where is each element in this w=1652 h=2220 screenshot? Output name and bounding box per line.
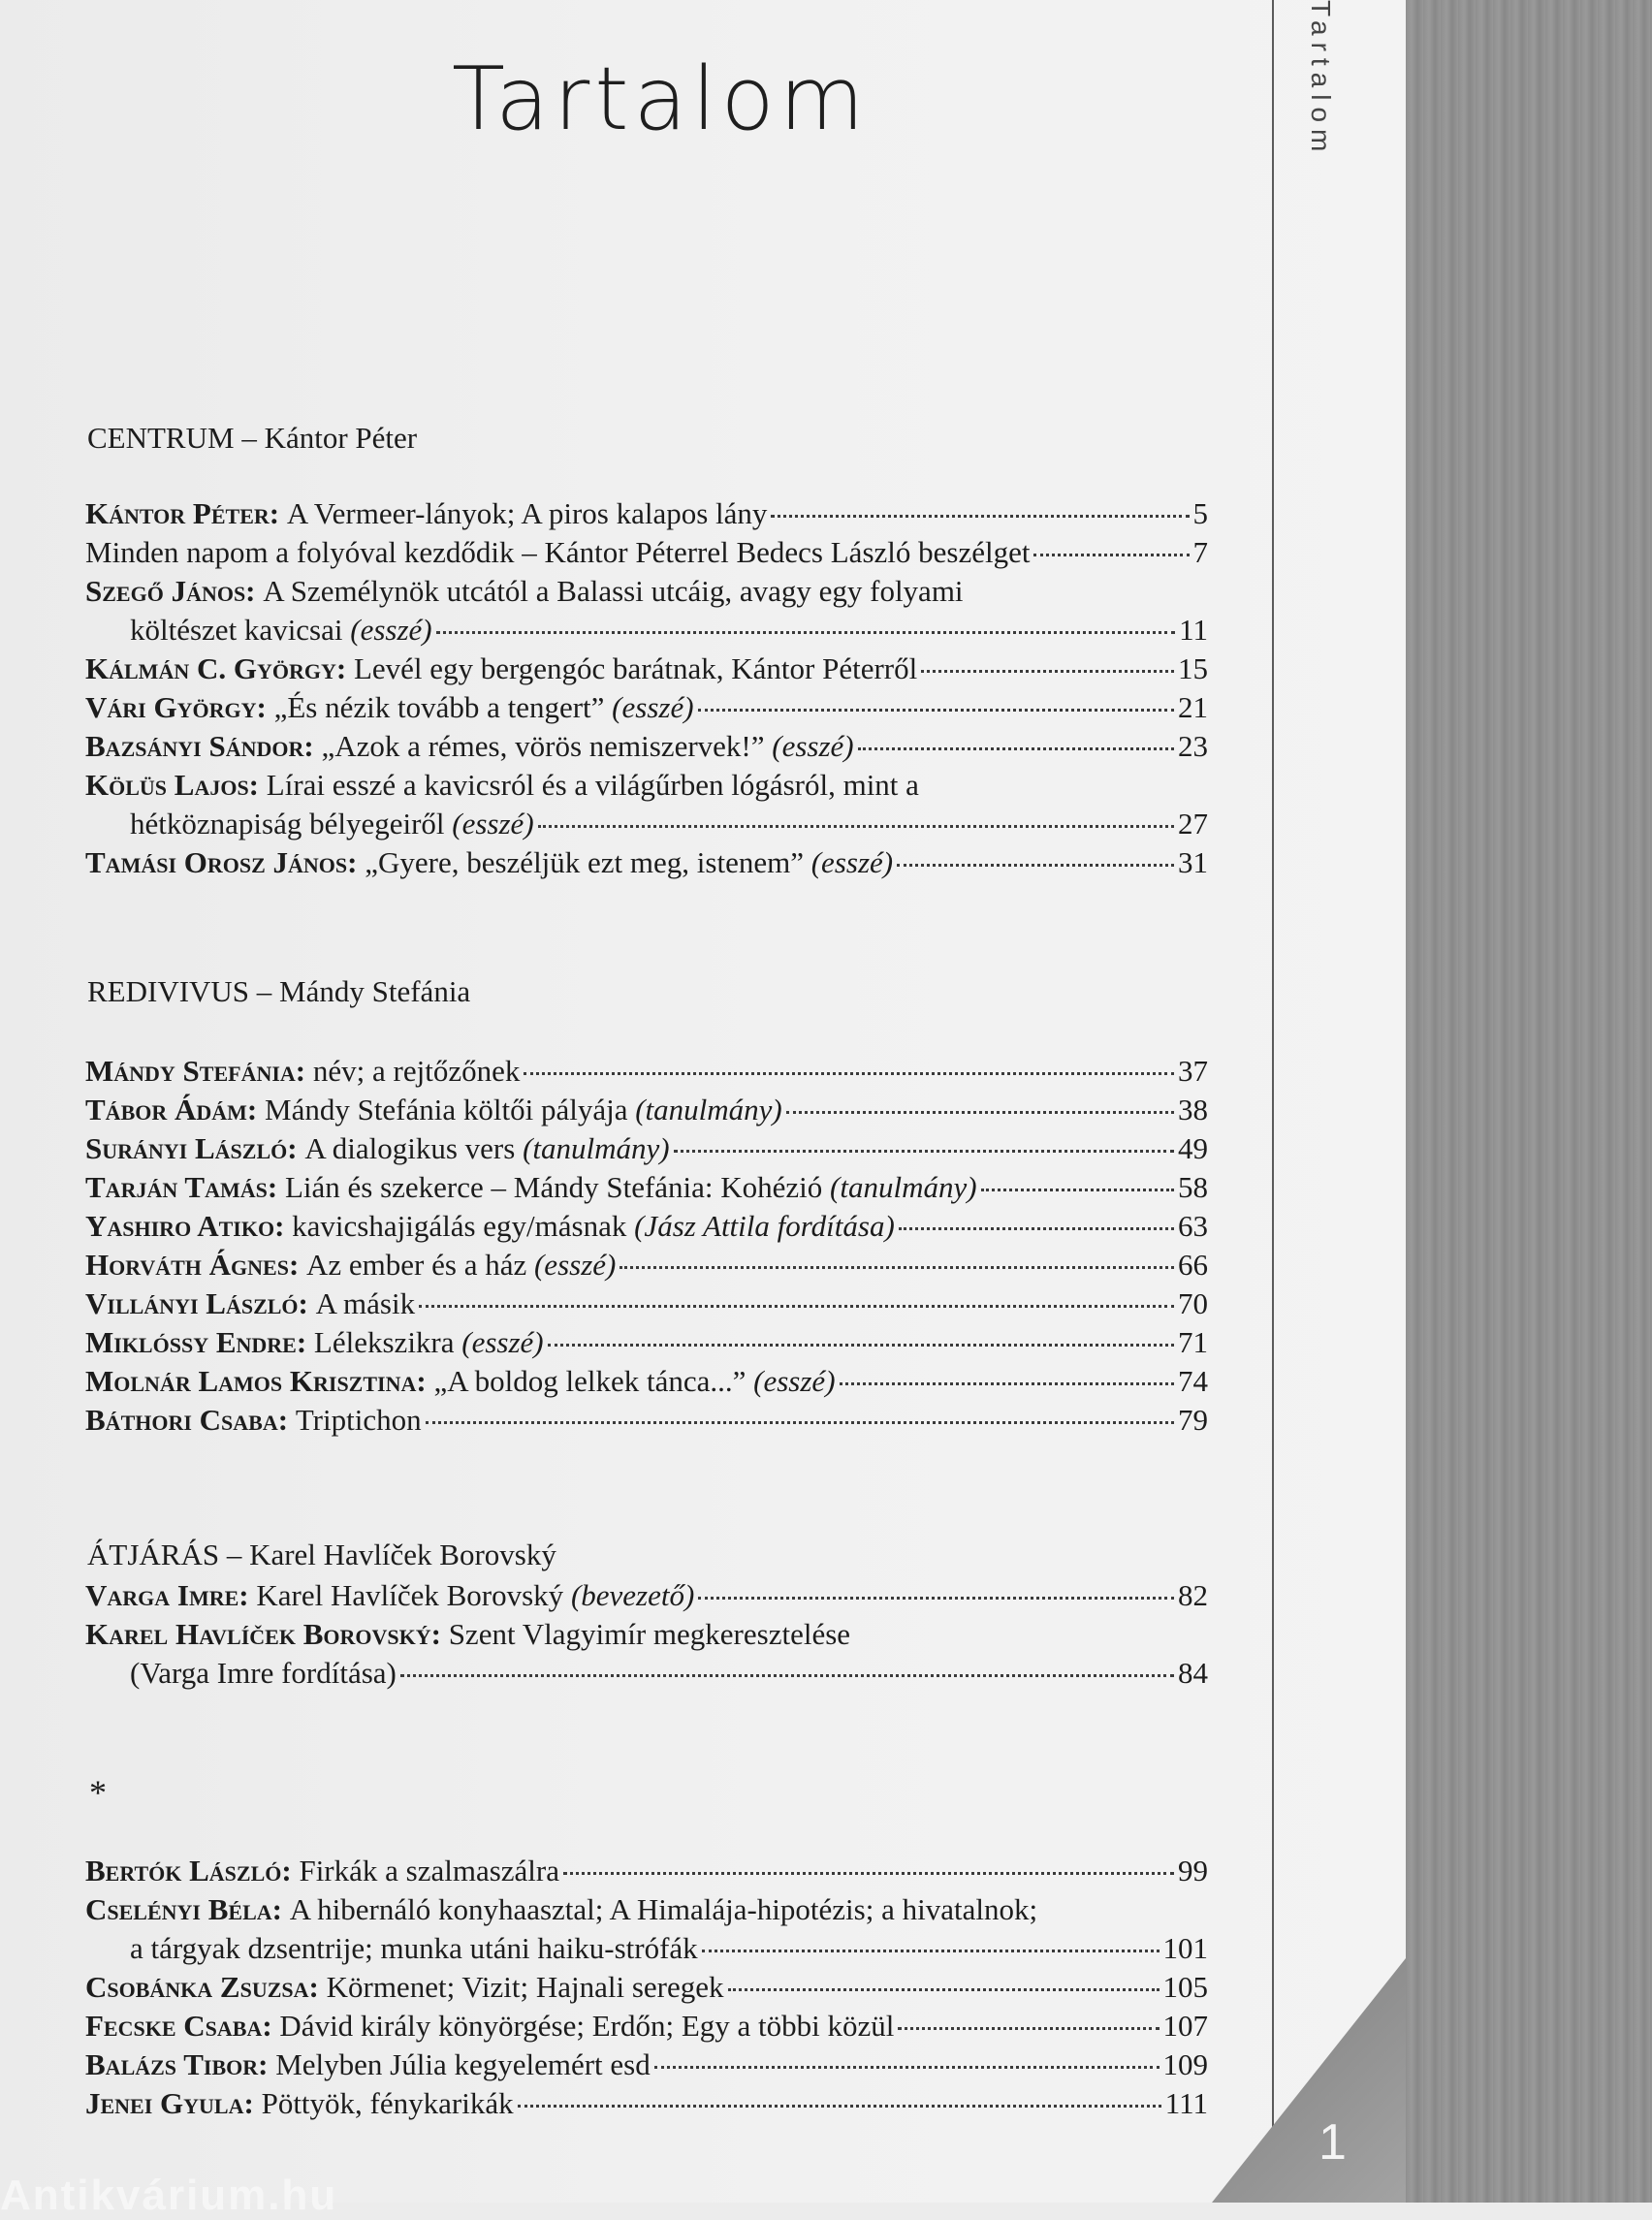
- toc-entry: [85, 650, 1208, 688]
- toc-line: [85, 766, 1208, 805]
- toc-entry: [85, 1168, 1208, 1207]
- watermark: Antikvárium.hu: [0, 2172, 338, 2219]
- page-ref: 58: [1178, 1170, 1208, 1204]
- dot-leader: [538, 825, 1174, 828]
- entry-genre-note: (esszé): [461, 1325, 544, 1359]
- entry-title-continuation: hétköznapiság bélyegeiről: [130, 807, 445, 840]
- toc-entry: [85, 1207, 1208, 1246]
- toc-line: [85, 572, 1208, 611]
- entry-author: Szegő János:: [85, 574, 256, 608]
- margin-rule: [1272, 0, 1274, 2142]
- toc-entry: [85, 1615, 1208, 1693]
- dot-leader: [563, 1872, 1174, 1875]
- page-ref: 70: [1178, 1286, 1208, 1320]
- toc-line: [85, 2046, 1208, 2084]
- toc-entry: [85, 1246, 1208, 1284]
- entry-genre-note: (esszé): [753, 1364, 836, 1398]
- section-heading: ÁTJÁRÁS – Karel Havlíček Borovský: [87, 1538, 556, 1571]
- entry-title: Lélekszikra: [313, 1325, 455, 1359]
- dot-leader: [898, 2027, 1159, 2030]
- entry-title: Dávid király könyörgése; Erdőn; Egy a többi közül: [279, 2009, 895, 2043]
- entry-author: Horváth Ágnes:: [85, 1248, 300, 1282]
- dot-leader: [548, 1344, 1174, 1347]
- dot-leader: [518, 2105, 1161, 2108]
- entry-title: A Vermeer-lányok; A piros kalapos lány: [286, 496, 768, 530]
- section-heading: CENTRUM – Kántor Péter: [87, 421, 418, 455]
- toc-entry: [85, 766, 1208, 843]
- dot-leader: [899, 1227, 1174, 1230]
- dot-leader: [981, 1189, 1174, 1191]
- entry-title: Melyben Júlia kegyelemért esd: [275, 2047, 651, 2081]
- entry-genre-note: (tanulmány): [523, 1131, 670, 1165]
- entry-title-continuation: a tárgyak dzsentrije; munka utáni haiku-strófák: [130, 1931, 698, 1965]
- entry-author: Kántor Péter:: [85, 496, 280, 530]
- entry-title: Az ember és a ház: [306, 1248, 527, 1282]
- toc-line: [85, 1968, 1208, 2007]
- toc-entry: [85, 2007, 1208, 2046]
- toc-section: [85, 1852, 1208, 2123]
- toc-section: [85, 494, 1208, 882]
- toc-line: [85, 2084, 1208, 2123]
- dot-leader: [400, 1674, 1174, 1677]
- toc-entry: [85, 533, 1208, 572]
- page-ref: 101: [1162, 1931, 1208, 1965]
- entry-title-continuation: (Varga Imre fordítása): [130, 1656, 397, 1690]
- toc-line: [85, 1576, 1208, 1615]
- entry-genre-note: (esszé): [612, 690, 694, 724]
- page-ref: 63: [1178, 1209, 1208, 1243]
- entry-title: Karel Havlíček Borovský: [256, 1578, 564, 1612]
- page-ref: 49: [1178, 1131, 1208, 1165]
- entry-author: Báthori Csaba:: [85, 1403, 289, 1437]
- entry-author: Varga Imre:: [85, 1578, 249, 1612]
- entry-title: kavicshajigálás egy/másnak: [292, 1209, 627, 1243]
- entry-genre-note: (tanulmány): [635, 1093, 782, 1126]
- toc-line: [85, 1323, 1208, 1362]
- toc-line: [85, 1052, 1208, 1091]
- entry-author: Tábor Ádám:: [85, 1093, 258, 1126]
- entry-title: A hibernáló konyhaasztal; A Himalája-hipotézis; a hivatalnok;: [289, 1892, 1038, 1926]
- entry-title: Firkák a szalmaszálra: [299, 1854, 559, 1887]
- entry-author: Fecske Csaba:: [85, 2009, 272, 2043]
- page-ref: 23: [1178, 729, 1208, 763]
- entry-title: A dialogikus vers: [304, 1131, 516, 1165]
- page-ref: 105: [1162, 1970, 1208, 2004]
- dot-leader: [921, 670, 1174, 673]
- entry-title: A másik: [315, 1286, 416, 1320]
- entry-title: Lián és szekerce – Mándy Stefánia: Kohézió: [284, 1170, 823, 1204]
- entry-author: Yashiro Atiko:: [85, 1209, 285, 1243]
- toc-entry: [85, 688, 1208, 727]
- entry-title: Triptichon: [295, 1403, 422, 1437]
- dot-leader: [897, 864, 1174, 867]
- dot-leader: [702, 1950, 1160, 1952]
- toc-section: [85, 1576, 1208, 1693]
- entry-author: Vári György:: [85, 690, 267, 724]
- toc-line: [85, 1168, 1208, 1207]
- page-ref: 38: [1178, 1093, 1208, 1126]
- section-heading-asterisk: *: [89, 1773, 107, 1812]
- toc-entry: [85, 2084, 1208, 2123]
- dot-leader: [419, 1305, 1174, 1308]
- toc-line: [85, 1890, 1208, 1929]
- entry-author: Jenei Gyula:: [85, 2086, 254, 2120]
- entry-author: Mándy Stefánia:: [85, 1054, 306, 1088]
- toc-line: [85, 494, 1208, 533]
- entry-genre-note: (esszé): [350, 613, 432, 647]
- page-ref: 31: [1178, 845, 1208, 879]
- entry-author: Surányi László:: [85, 1131, 298, 1165]
- entry-author: Bazsányi Sándor:: [85, 729, 314, 763]
- entry-author: Karel Havlíček Borovský:: [85, 1617, 441, 1651]
- toc-line: [85, 1362, 1208, 1401]
- page-ref: 11: [1179, 613, 1208, 647]
- toc-line: [85, 727, 1208, 766]
- toc-line: [85, 1207, 1208, 1246]
- toc-line: [85, 650, 1208, 688]
- page-title: Tartalom: [452, 48, 870, 150]
- entry-title: Szent Vlagyimír megkeresztelése: [448, 1617, 851, 1651]
- toc-entry: [85, 1052, 1208, 1091]
- dot-leader: [674, 1150, 1174, 1153]
- entry-title-continuation: költészet kavicsai: [130, 613, 343, 647]
- entry-title: A Személynök utcától a Balassi utcáig, avagy egy folyami: [263, 574, 964, 608]
- page-ref: 99: [1178, 1854, 1208, 1887]
- background-surface: [1406, 0, 1652, 2203]
- toc-line: [85, 533, 1208, 572]
- page-ref: 15: [1178, 651, 1208, 685]
- toc-entry: [85, 2046, 1208, 2084]
- toc-line: [85, 1129, 1208, 1168]
- page-ref: 37: [1178, 1054, 1208, 1088]
- entry-title: Minden napom a folyóval kezdődik – Kántor Péterrel Bedecs László beszélget: [85, 535, 1031, 569]
- entry-title: Pöttyök, fénykarikák: [261, 2086, 514, 2120]
- toc-line: [85, 1246, 1208, 1284]
- page-ref: 66: [1178, 1248, 1208, 1282]
- toc-line: [85, 1401, 1208, 1440]
- entry-author: Cselényi Béla:: [85, 1892, 282, 1926]
- entry-author: Miklóssy Endre:: [85, 1325, 307, 1359]
- entry-genre-note: (bevezető): [570, 1578, 695, 1612]
- entry-author: Balázs Tibor:: [85, 2047, 269, 2081]
- toc-line-continuation: [85, 1929, 1208, 1968]
- toc-line: [85, 1284, 1208, 1323]
- entry-title: Levél egy bergengóc barátnak, Kántor Péterről: [353, 651, 918, 685]
- page-ref: 5: [1192, 496, 1208, 530]
- entry-author: Kálmán C. György:: [85, 651, 347, 685]
- entry-title: Körmenet; Vizit; Hajnali seregek: [326, 1970, 724, 2004]
- dot-leader: [620, 1266, 1174, 1269]
- entry-title: Lírai esszé a kavicsról és a világűrben lógásról, mint a: [266, 768, 919, 802]
- entry-genre-note: (esszé): [772, 729, 854, 763]
- page-ref: 107: [1162, 2009, 1208, 2043]
- dot-leader: [858, 747, 1174, 750]
- entry-author: Csobánka Zsuzsa:: [85, 1970, 319, 2004]
- toc-entry: [85, 1129, 1208, 1168]
- toc-section: [85, 1052, 1208, 1440]
- toc-entry: [85, 1362, 1208, 1401]
- entry-author: Kölüs Lajos:: [85, 768, 260, 802]
- page-ref: 84: [1178, 1656, 1208, 1690]
- dot-leader: [524, 1072, 1174, 1075]
- page-ref: 79: [1178, 1403, 1208, 1437]
- entry-genre-note: (esszé): [810, 845, 894, 879]
- entry-author: Tarján Tamás:: [85, 1170, 278, 1204]
- entry-title: „A boldog lelkek tánca...”: [433, 1364, 747, 1398]
- toc-entry: [85, 1890, 1208, 1968]
- entry-title: „Azok a rémes, vörös nemiszervek!”: [321, 729, 765, 763]
- toc-entry: [85, 727, 1208, 766]
- toc-line: [85, 1615, 1208, 1654]
- entry-genre-note: (esszé): [533, 1248, 617, 1282]
- entry-author: Tamási Orosz János:: [85, 845, 358, 879]
- page-ref: 109: [1162, 2047, 1208, 2081]
- toc-entry: [85, 843, 1208, 882]
- toc-entry: [85, 1091, 1208, 1129]
- page-ref: 71: [1178, 1325, 1208, 1359]
- dot-leader: [698, 1597, 1174, 1600]
- entry-author: Bertók László:: [85, 1854, 292, 1887]
- toc-entry: [85, 1401, 1208, 1440]
- toc-entry: [85, 1852, 1208, 1890]
- dot-leader: [728, 1988, 1160, 1991]
- entry-title: Mándy Stefánia költői pályája: [265, 1093, 628, 1126]
- side-label: Tartalom: [1306, 0, 1336, 159]
- entry-author: Molnár Lamos Krisztina:: [85, 1364, 427, 1398]
- section-heading: REDIVIVUS – Mándy Stefánia: [87, 974, 471, 1008]
- toc-line-continuation: [85, 805, 1208, 843]
- entry-genre-note: (Jász Attila fordítása): [634, 1209, 895, 1243]
- dot-leader: [436, 631, 1176, 634]
- page-ref: 111: [1164, 2086, 1208, 2120]
- dot-leader: [426, 1421, 1174, 1424]
- toc-line: [85, 2007, 1208, 2046]
- page-ref: 74: [1178, 1364, 1208, 1398]
- dot-leader: [786, 1111, 1174, 1114]
- toc-line-continuation: [85, 1654, 1208, 1693]
- entry-genre-note: (esszé): [452, 807, 534, 840]
- toc-entry: [85, 1323, 1208, 1362]
- dot-leader: [771, 515, 1189, 518]
- page-ref: 82: [1178, 1578, 1208, 1612]
- toc-entry: [85, 572, 1208, 650]
- dot-leader: [698, 709, 1174, 712]
- dot-leader: [654, 2066, 1160, 2069]
- toc-line: [85, 1091, 1208, 1129]
- entry-title: „És nézik tovább a tengert”: [273, 690, 605, 724]
- entry-genre-note: (tanulmány): [830, 1170, 977, 1204]
- toc-entry: [85, 1968, 1208, 2007]
- entry-author: Villányi László:: [85, 1286, 308, 1320]
- toc-line: [85, 688, 1208, 727]
- page-ref: 27: [1178, 807, 1208, 840]
- dot-leader: [1033, 554, 1189, 556]
- dot-leader: [840, 1382, 1174, 1385]
- toc-entry: [85, 494, 1208, 533]
- page-number: 1: [1318, 2114, 1347, 2171]
- toc-line: [85, 843, 1208, 882]
- page-ref: 7: [1192, 535, 1208, 569]
- page-ref: 21: [1178, 690, 1208, 724]
- toc-entry: [85, 1284, 1208, 1323]
- toc-line-continuation: [85, 611, 1208, 650]
- entry-title: „Gyere, beszéljük ezt meg, istenem”: [365, 845, 804, 879]
- toc-entry: [85, 1576, 1208, 1615]
- entry-title: név; a rejtőzőnek: [312, 1054, 521, 1088]
- toc-line: [85, 1852, 1208, 1890]
